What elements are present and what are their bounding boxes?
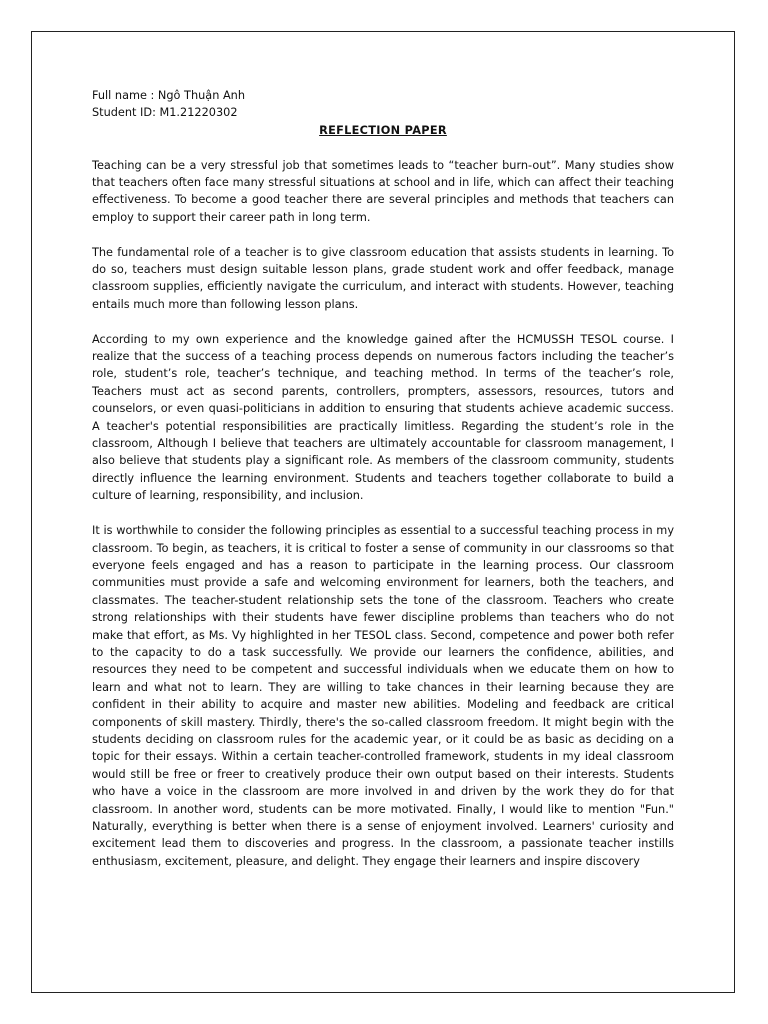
- student-id-line: Student ID: M1.21220302: [92, 106, 238, 120]
- paragraph-principles: It is worthwhile to consider the following principles as essential to a successful teaching process in my classroom. To begin, as teachers, it is critical to foster a sense of community in our classrooms so that everyone feels engaged and has a reason to participate in the learning process. Our classroom communities must provide a safe and welcoming environment for learners, both the teachers, and classmates. The teacher-student relationship sets the tone of the classroom. Teachers who create strong relationships with their students have fewer discipline problems than teachers who do not make that effort, as Ms. Vy highlighted in her TESOL class. Second, competence and power both refer to the capacity to do a task successfully. We provide our learners the confidence, abilities, and resources they need to be competent and successful individuals when we educate them on how to learn and what not to learn. They are willing to take chances in their learning because they are confident in their ability to acquire and master new abilities. Modeling and feedback are critical components of skill mastery. Thirdly, there's the so-called classroom freedom. It might begin with the students deciding on classroom rules for the academic year, or it could be as basic as deciding on a topic for their essays. Within a certain teacher-controlled framework, students in my ideal classroom would still be free or freer to creatively produce their own output based on their interests. Students who have a voice in the classroom are more involved in and driven by the work they do for that classroom. In another word, students can be more motivated. Finally, I would like to mention "Fun." Naturally, everything is better when there is a sense of enjoyment involved. Learners' curiosity and excitement lead them to discoveries and progress. In the classroom, a passionate teacher instills enthusiasm, excitement, pleasure, and delight. They engage their learners and inspire discovery: [92, 524, 674, 868]
- paragraph-intro: Teaching can be a very stressful job that sometimes leads to “teacher burn-out”. Many studies show that teachers often face many stressful situations at school and in life, which can affect their teaching effectiveness. To become a good teacher there are several principles and methods that teachers can employ to support their career path in long term.: [92, 158, 674, 224]
- paragraph-teacher-role: The fundamental role of a teacher is to give classroom education that assists students in learning. To do so, teachers must design suitable lesson plans, grade student work and offer feedback, manage classroom supplies, efficiently navigate the curriculum, and interact with students. However, teaching entails much more than following lesson plans.: [92, 245, 674, 311]
- paragraph-experience: According to my own experience and the knowledge gained after the HCMUSSH TESOL course. I realize that the success of a teaching process depends on numerous factors including the teacher’s role, student’s role, teacher’s technique, and teaching method. In terms of the teacher’s role, Teachers must act as second parents, controllers, prompters, assessors, resources, tutors and counselors, or even quasi-politicians in addition to ensuring that students achieve academic success. A teacher's potential responsibilities are practically limitless. Regarding the student’s role in the classroom, Although I believe that teachers are ultimately accountable for classroom management, I also believe that students play a significant role. As members of the classroom community, students directly influence the learning environment. Students and teachers together collaborate to build a culture of learning, responsibility, and inclusion.: [92, 332, 674, 503]
- full-name-line: Full name : Ngô Thuận Anh: [92, 89, 245, 102]
- document-title: REFLECTION PAPER: [319, 123, 447, 137]
- document-body: [92, 87, 674, 870]
